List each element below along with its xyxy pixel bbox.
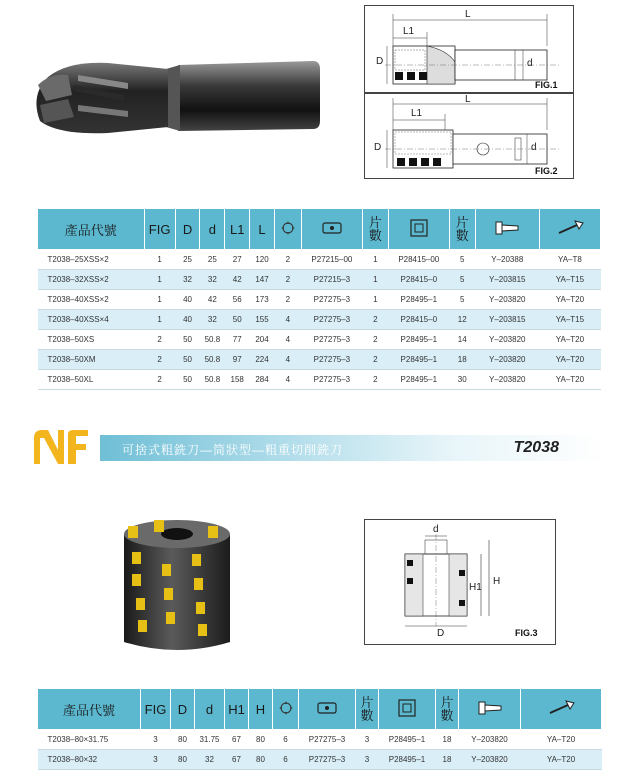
col-D: D (175, 209, 200, 250)
table-row (38, 250, 601, 270)
spec-table-shell (37, 688, 602, 770)
col-L1: L1 (225, 209, 250, 250)
cell-z: 6 (273, 730, 299, 750)
col-insert-qty: 片 數 (356, 689, 379, 730)
table-row (38, 750, 602, 770)
col-code: 產品代號 (38, 209, 145, 250)
fig1-dim-d: d (527, 58, 533, 69)
cell-screw: Y–203815 (475, 270, 539, 290)
cell-d: 32 (200, 270, 225, 290)
cell-shim: P28495–1 (379, 750, 436, 770)
cell-L1: 56 (225, 290, 250, 310)
cell-n1: 1 (362, 270, 388, 290)
cell-screw: Y–203820 (475, 350, 539, 370)
cell-D: 50 (175, 330, 200, 350)
fig3-dim-H: H (493, 576, 501, 587)
col-d: d (195, 689, 225, 730)
fig3-label: FIG.3 (515, 628, 538, 638)
cell-z: 2 (274, 270, 301, 290)
cell-code: T2038–80×32 (38, 750, 141, 770)
nf-logo (30, 424, 92, 468)
cell-H1: 67 (225, 730, 249, 750)
cell-insert: P27275–3 (299, 730, 356, 750)
cell-shim: P28495–1 (379, 730, 436, 750)
fig2-dim-L1: L1 (411, 108, 423, 119)
cell-shim: P28415–00 (388, 250, 449, 270)
col-insert (301, 209, 362, 250)
cell-H: 80 (249, 730, 273, 750)
spec-table-shank (37, 208, 601, 390)
cell-screw: Y–203820 (459, 750, 521, 770)
cell-n1: 2 (362, 370, 388, 390)
table-row (38, 310, 601, 330)
fig2-dim-D: D (374, 142, 382, 153)
cell-insert: P27275–3 (301, 370, 362, 390)
cell-L: 204 (250, 330, 275, 350)
fig1-dim-D: D (376, 56, 384, 67)
cell-shim: P28415–0 (388, 310, 449, 330)
cell-code: T2038–40XSS×2 (38, 290, 145, 310)
col-shim-qty: 片 數 (436, 689, 459, 730)
torx-key-icon (555, 225, 585, 240)
cell-code: T2038–50XM (38, 350, 145, 370)
col-code: 產品代號 (38, 689, 141, 730)
torx-key-icon (546, 705, 576, 720)
col-insert (299, 689, 356, 730)
cell-fig: 2 (144, 370, 175, 390)
cell-insert: P27275–3 (301, 350, 362, 370)
cell-key: YA–T20 (539, 350, 600, 370)
cell-d: 50.8 (200, 350, 225, 370)
cell-D: 25 (175, 250, 200, 270)
cell-insert: P27275–3 (301, 290, 362, 310)
cell-L: 120 (250, 250, 275, 270)
col-screw (459, 689, 521, 730)
cell-d: 50.8 (200, 370, 225, 390)
cell-key: YA–T20 (521, 730, 602, 750)
cell-fig: 1 (144, 250, 175, 270)
fig2-label: FIG.2 (535, 166, 558, 176)
shim-icon (397, 706, 417, 721)
cell-L: 155 (250, 310, 275, 330)
fig3-dim-d: d (433, 524, 439, 535)
col-teeth (274, 209, 301, 250)
banner-model: T2038 (513, 439, 559, 456)
table-row (38, 350, 601, 370)
screw-icon (475, 705, 505, 720)
col-D: D (171, 689, 195, 730)
cell-n2: 5 (449, 290, 475, 310)
cell-n1: 2 (362, 330, 388, 350)
cell-L1: 27 (225, 250, 250, 270)
cell-n2: 18 (436, 750, 459, 770)
col-shim (388, 209, 449, 250)
cell-n1: 2 (362, 310, 388, 330)
col-insert-qty: 片 數 (362, 209, 388, 250)
fig2-dim-L: L (465, 94, 471, 105)
cell-key: YA–T20 (521, 750, 602, 770)
cell-screw: Y–20388 (475, 250, 539, 270)
col-fig: FIG (144, 209, 175, 250)
cell-L: 284 (250, 370, 275, 390)
col-L: L (250, 209, 275, 250)
col-shim-qty: 片 數 (449, 209, 475, 250)
cell-d: 32 (195, 750, 225, 770)
fig3-dim-D: D (437, 628, 445, 639)
cell-z: 6 (273, 750, 299, 770)
fig1-label: FIG.1 (535, 80, 558, 90)
cell-D: 50 (175, 370, 200, 390)
cell-H1: 67 (225, 750, 249, 770)
col-screw (475, 209, 539, 250)
cutter-head-icon (280, 224, 296, 239)
cell-n1: 3 (356, 750, 379, 770)
cell-shim: P28495–1 (388, 290, 449, 310)
fig1-dim-L1: L1 (403, 26, 415, 37)
cell-n2: 18 (436, 730, 459, 750)
cell-key: YA–T20 (539, 330, 600, 350)
cell-code: T2038–50XL (38, 370, 145, 390)
cell-z: 4 (274, 350, 301, 370)
fig1-dim-L: L (465, 9, 471, 20)
cell-n2: 14 (449, 330, 475, 350)
cell-L: 147 (250, 270, 275, 290)
cell-n1: 2 (362, 350, 388, 370)
cell-L1: 42 (225, 270, 250, 290)
insert-icon (315, 704, 339, 719)
cell-fig: 1 (144, 310, 175, 330)
col-key (539, 209, 600, 250)
cell-n2: 5 (449, 250, 475, 270)
table-row (38, 270, 601, 290)
table-row (38, 730, 602, 750)
cell-screw: Y–203820 (475, 330, 539, 350)
table-row (38, 370, 601, 390)
cell-z: 2 (274, 250, 301, 270)
cell-key: YA–T20 (539, 370, 600, 390)
col-shim (379, 689, 436, 730)
cell-n1: 3 (356, 730, 379, 750)
cell-fig: 1 (144, 290, 175, 310)
cell-n1: 1 (362, 250, 388, 270)
cell-D: 50 (175, 350, 200, 370)
cell-z: 4 (274, 330, 301, 350)
cell-insert: P27275–3 (301, 310, 362, 330)
cell-H: 80 (249, 750, 273, 770)
table-row (38, 290, 601, 310)
cell-insert: P27215–3 (301, 270, 362, 290)
cell-screw: Y–203820 (459, 730, 521, 750)
fig3-drawing (364, 519, 556, 645)
insert-icon (320, 224, 344, 239)
cell-screw: Y–203820 (475, 370, 539, 390)
cell-d: 32 (200, 310, 225, 330)
cell-shim: P28495–1 (388, 330, 449, 350)
cell-insert: P27275–3 (299, 750, 356, 770)
screw-icon (492, 225, 522, 240)
cell-key: YA–T20 (539, 290, 600, 310)
cell-insert: P27275–3 (301, 330, 362, 350)
cell-L1: 50 (225, 310, 250, 330)
section-banner (100, 435, 605, 461)
cell-fig: 3 (141, 730, 171, 750)
cell-n1: 1 (362, 290, 388, 310)
cell-z: 4 (274, 370, 301, 390)
shim-icon (409, 226, 429, 241)
cell-fig: 3 (141, 750, 171, 770)
cell-fig: 1 (144, 270, 175, 290)
table-row (38, 330, 601, 350)
cell-code: T2038–32XSS×2 (38, 270, 145, 290)
cell-L1: 97 (225, 350, 250, 370)
banner-title: 可捨式粗銑刀—筒狀型—粗重切削銑刀 (122, 443, 344, 457)
cell-D: 32 (175, 270, 200, 290)
shell-mill-photo (112, 512, 242, 662)
cell-d: 31.75 (195, 730, 225, 750)
col-teeth (273, 689, 299, 730)
cell-insert: P27215–00 (301, 250, 362, 270)
cell-n2: 30 (449, 370, 475, 390)
cell-D: 80 (171, 730, 195, 750)
cell-z: 4 (274, 310, 301, 330)
cell-n2: 18 (449, 350, 475, 370)
col-d: d (200, 209, 225, 250)
cell-D: 40 (175, 310, 200, 330)
fig1-drawing (364, 5, 574, 93)
cell-L1: 77 (225, 330, 250, 350)
col-key (521, 689, 602, 730)
cell-fig: 2 (144, 350, 175, 370)
cell-shim: P28495–1 (388, 350, 449, 370)
cell-key: YA–T15 (539, 270, 600, 290)
cell-code: T2038–50XS (38, 330, 145, 350)
cell-L1: 158 (225, 370, 250, 390)
cell-n2: 12 (449, 310, 475, 330)
cell-screw: Y–203815 (475, 310, 539, 330)
col-fig: FIG (141, 689, 171, 730)
cell-shim: P28415–0 (388, 270, 449, 290)
cell-fig: 2 (144, 330, 175, 350)
cell-D: 80 (171, 750, 195, 770)
fig3-dim-H1: H1 (469, 582, 482, 593)
cell-key: YA–T15 (539, 310, 600, 330)
cutter-head-icon (278, 704, 294, 719)
cell-code: T2038–40XSS×4 (38, 310, 145, 330)
col-H1: H1 (225, 689, 249, 730)
col-H: H (249, 689, 273, 730)
cell-L: 173 (250, 290, 275, 310)
shank-cutter-photo (28, 55, 328, 155)
fig2-dim-d: d (531, 142, 537, 153)
fig2-drawing (364, 93, 574, 179)
cell-screw: Y–203820 (475, 290, 539, 310)
cell-shim: P28495–1 (388, 370, 449, 390)
cell-d: 50.8 (200, 330, 225, 350)
cell-d: 25 (200, 250, 225, 270)
cell-n2: 5 (449, 270, 475, 290)
cell-key: YA–T8 (539, 250, 600, 270)
cell-code: T2038–80×31.75 (38, 730, 141, 750)
cell-d: 42 (200, 290, 225, 310)
cell-code: T2038–25XSS×2 (38, 250, 145, 270)
cell-D: 40 (175, 290, 200, 310)
cell-L: 224 (250, 350, 275, 370)
cell-z: 2 (274, 290, 301, 310)
